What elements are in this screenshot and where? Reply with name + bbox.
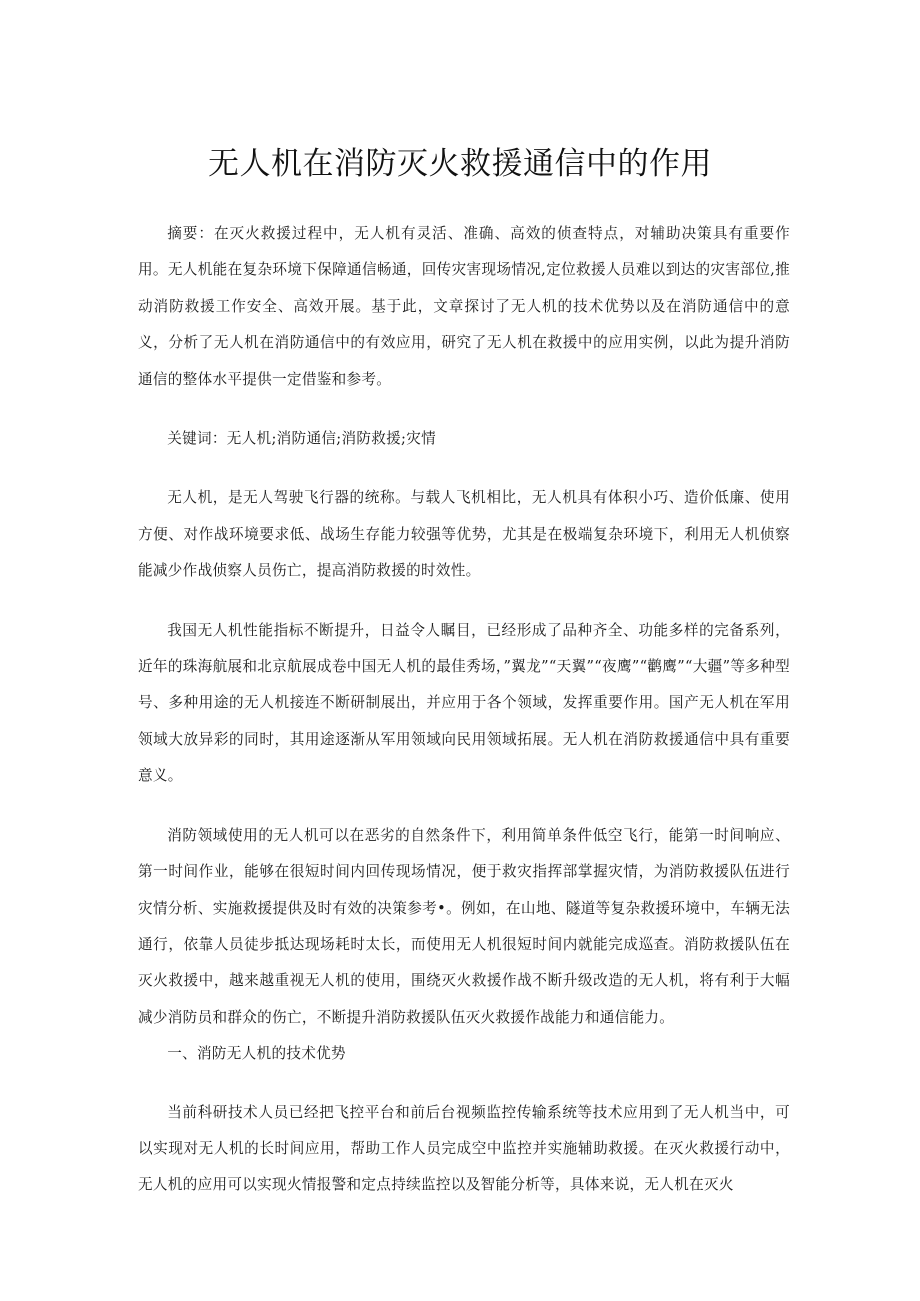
keywords-paragraph: 关键词：无人机;消防通信;消防救援;灾情 xyxy=(167,430,437,448)
body-paragraph-3: 消防领域使用的无人机可以在恶劣的自然条件下，利用简单条件低空飞行，能第一时间响应、第一时间作业，能够在很短时间内回传现场情况，便于救灾指挥部掌握灾情，为消防救援队伍进行灾情分析、实施救援提供及时有效的决策参考•。例如，在山地、隧道等复杂救援环境中，车辆无法通行，依靠人员徒步抵达现场耗时太长，而使用无人机很短时间内就能完成巡查。消防救援队伍在灭火救援中，越来越重视无人机的使用，围绕灭火救援作战不断升级改造的无人机，将有利于大幅减少消防员和群众的伤亡，不断提升消防救援队伍灭火救援作战能力和通信能力。 xyxy=(138,826,790,1026)
abstract-paragraph: 摘要：在灭火救援过程中，无人机有灵活、准确、高效的侦查特点，对辅助决策具有重要作用。无人机能在复杂环境下保障通信畅通，回传灾害现场情况,定位救援人员难以到达的灾害部位,推动消防救援工作安全、高效开展。基于此，文章探讨了无人机的技术优势以及在消防通信中的意义，分析了无人机在消防通信中的有效应用，研究了无人机在救援中的应用实例，以此为提升消防通信的整体水平提供一定借鉴和参考。 xyxy=(138,225,790,388)
section-heading-1: 一、消防无人机的技术优势 xyxy=(167,1045,346,1063)
document-title: 无人机在消防灭火救援通信中的作用 xyxy=(208,146,712,182)
body-paragraph-1: 无人机，是无人驾驶飞行器的统称。与载人飞机相比，无人机具有体积小巧、造价低廉、使用方便、对作战环境要求低、战场生存能力较强等优势，尤其是在极端复杂环境下，利用无人机侦察能减少作战侦察人员伤亡，提高消防救援的时效性。 xyxy=(138,489,790,580)
body-paragraph-2: 我国无人机性能指标不断提升，日益令人瞩目，已经形成了品种齐全、功能多样的完备系列，近年的珠海航展和北京航展成卷中国无人机的最佳秀场，”翼龙”“天翼”“夜鹰”“鹳鹰”“大疆”等多种型号、多种用途的无人机接连不断研制展出，并应用于各个领域，发挥重要作用。国产无人机在军用领域大放异彩的同时，其用途逐渐从军用领域向民用领域拓展。无人机在消防救援通信中具有重要意义。 xyxy=(138,621,790,785)
body-paragraph-4: 当前科研技术人员已经把飞控平台和前后台视频监控传输系统等技术应用到了无人机当中，可以实现对无人机的长时间应用，帮助工作人员完成空中监控并实施辅助救援。在灭火救援行动中，无人机的应用可以实现火情报警和定点持续监控以及智能分析等，具体来说，无人机在灭火 xyxy=(138,1103,790,1194)
document-body xyxy=(138,216,790,1204)
